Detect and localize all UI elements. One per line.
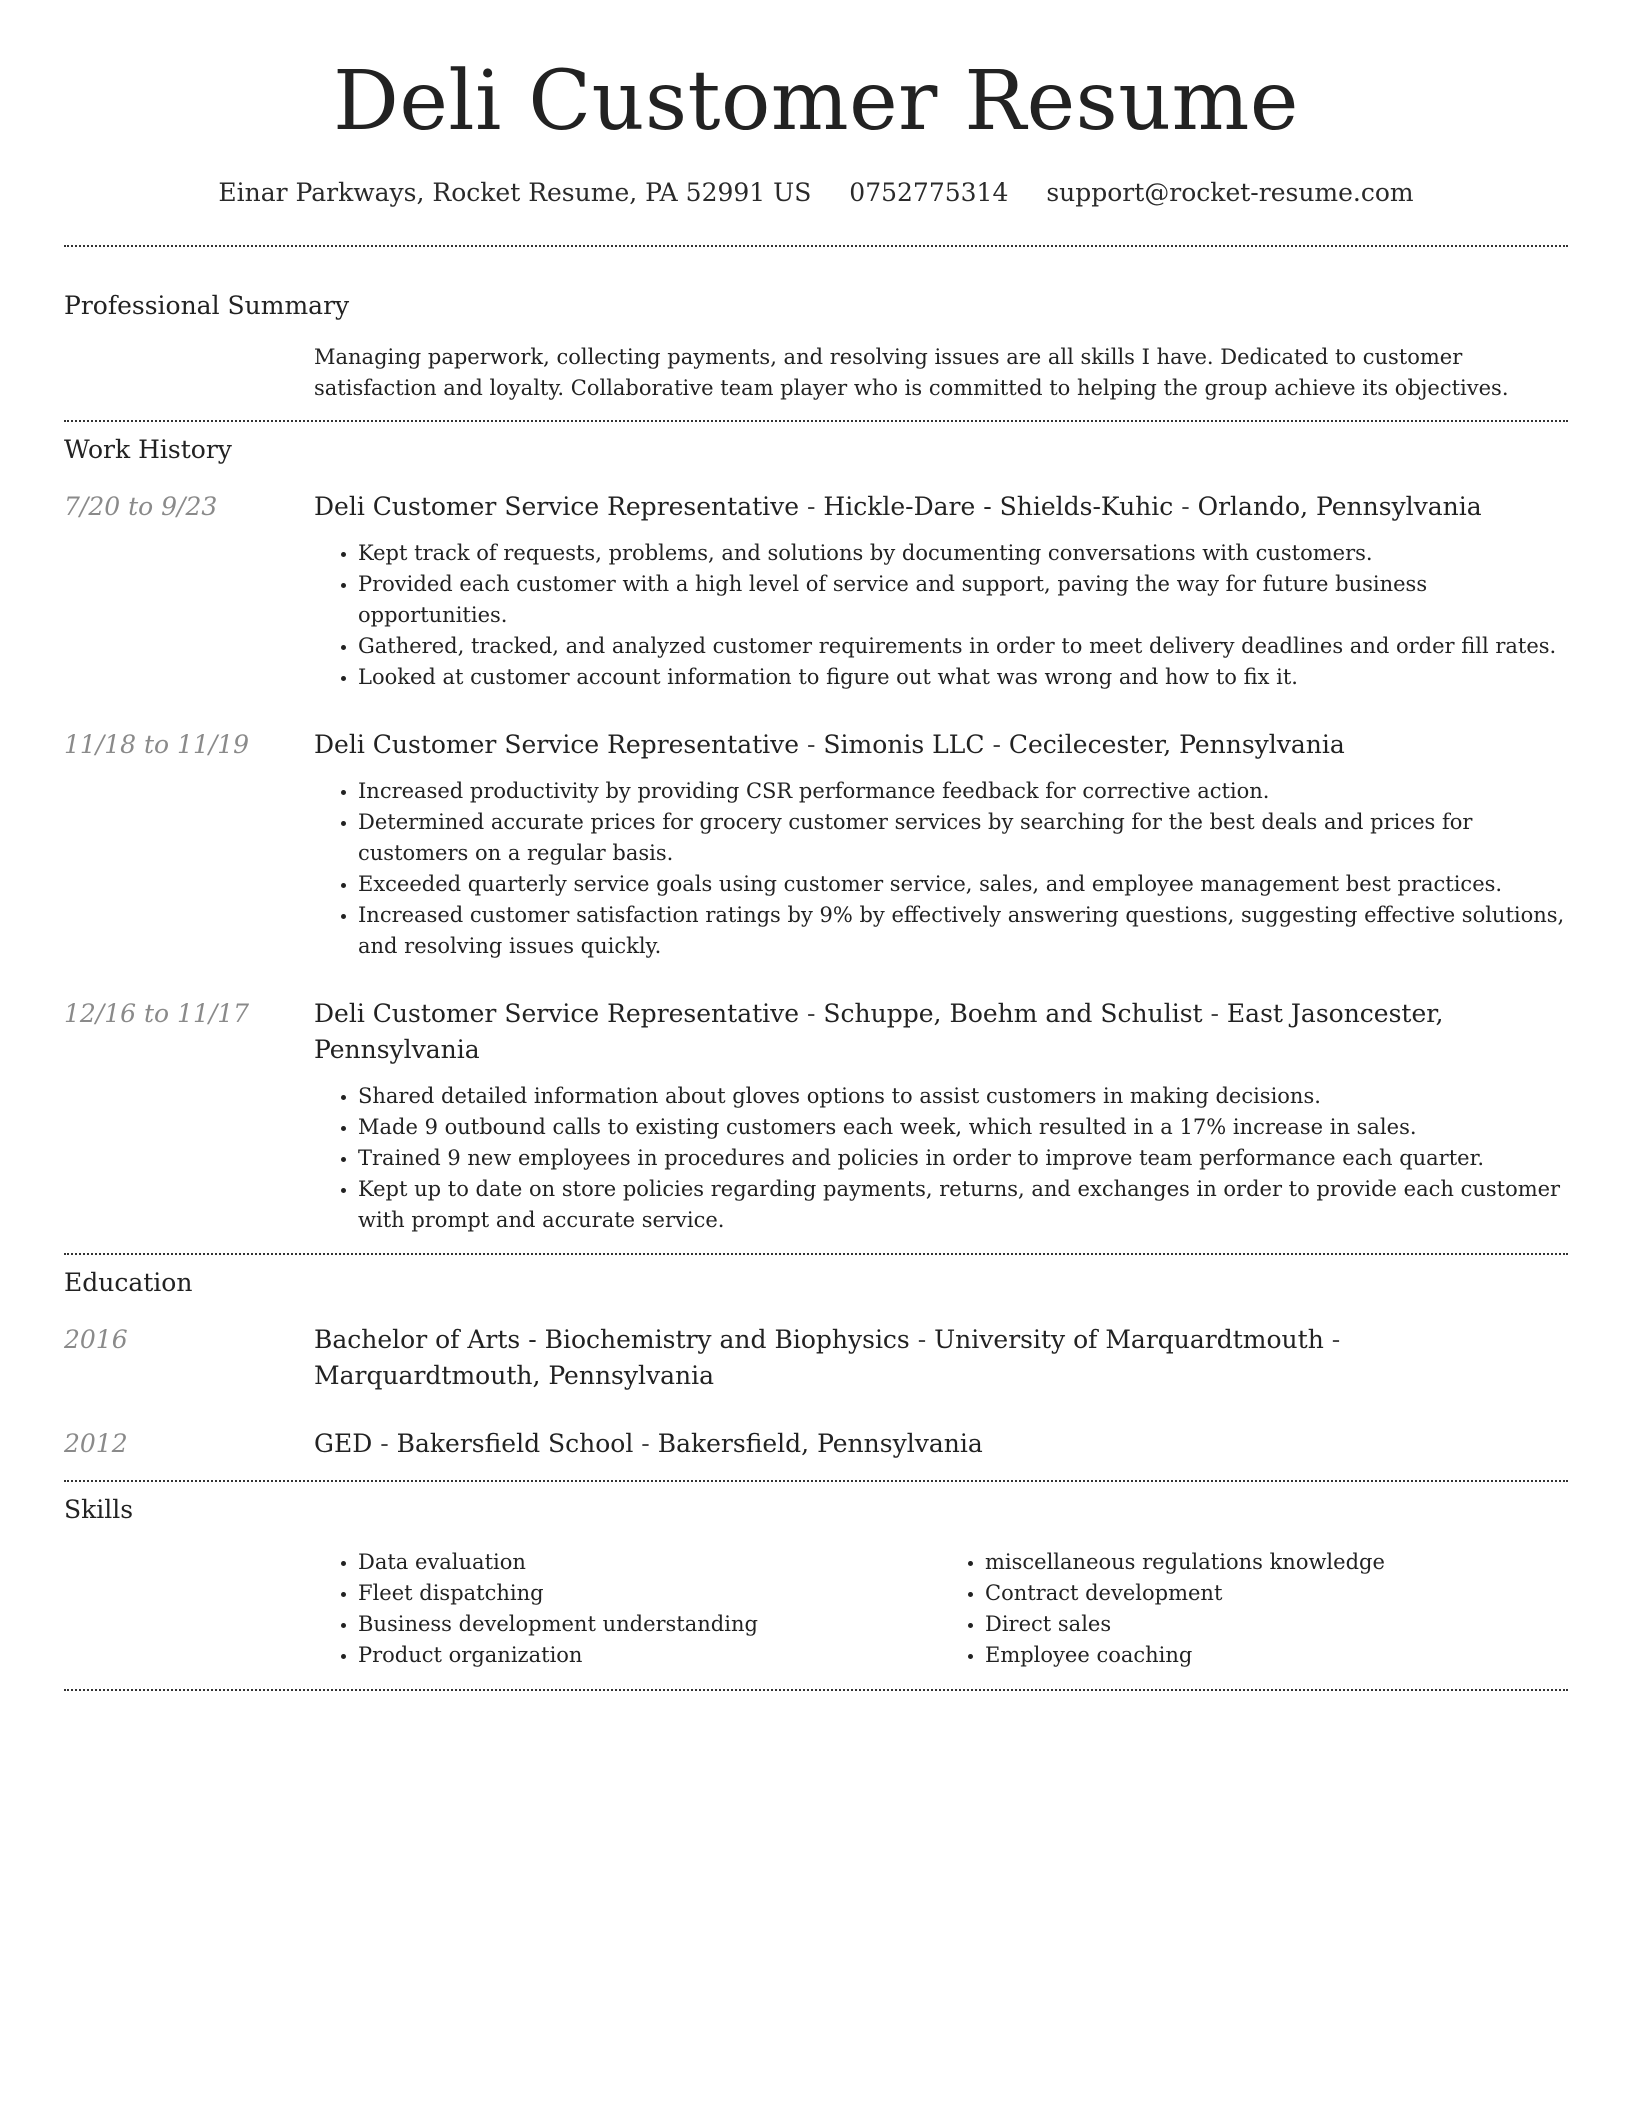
resume-page bbox=[64, 0, 1568, 1691]
skills-list-left bbox=[314, 1547, 941, 1671]
skill-item: • Contract development bbox=[985, 1578, 1568, 1609]
education-location: Bakersfield, Pennsylvania bbox=[657, 1429, 983, 1458]
job-bullet: • Increased customer satisfaction ratings by 9% by effectively answering questions, suggesting effective solutions, and resolving issues quickly. bbox=[358, 900, 1568, 962]
resume-title: Deli Customer Resume bbox=[333, 54, 1299, 149]
education-year: 2012 bbox=[64, 1429, 128, 1458]
job-bullets bbox=[314, 1081, 1568, 1236]
skills-list-right bbox=[941, 1547, 1568, 1671]
job-entry bbox=[64, 489, 1568, 693]
skill-item: • Data evaluation bbox=[358, 1547, 941, 1578]
education-location: Marquardtmouth, Pennsylvania bbox=[314, 1361, 715, 1390]
job-title: Deli Customer Service Representative bbox=[314, 730, 800, 759]
divider bbox=[64, 1689, 1568, 1691]
skill-item: • Business development understanding bbox=[358, 1609, 941, 1640]
job-bullet: • Trained 9 new employees in procedures and policies in order to improve team performance each quarter. bbox=[358, 1143, 1568, 1174]
education-school: Bakersfield School bbox=[396, 1429, 634, 1458]
job-bullet: • Looked at customer account information to figure out what was wrong and how to fix it. bbox=[358, 662, 1568, 693]
skill-item: • miscellaneous regulations knowledge bbox=[985, 1547, 1568, 1578]
work-history-section bbox=[64, 422, 1568, 1236]
job-heading: Deli Customer Service Representative - Schuppe, Boehm and Schulist - East Jasoncester, Pennsylvania bbox=[314, 999, 1444, 1064]
section-heading-skills: Skills bbox=[64, 1495, 134, 1524]
job-title: Deli Customer Service Representative bbox=[314, 999, 800, 1028]
job-bullets bbox=[314, 538, 1568, 693]
summary-text: Managing paperwork, collecting payments, and resolving issues are all skills I have. Dedicated to customer satisfaction and loyalty. Collaborative team player who is committed to helping the group achieve its objectives. bbox=[314, 345, 1509, 400]
education-heading: GED - Bakersfield School - Bakersfield, Pennsylvania bbox=[314, 1429, 983, 1458]
contact-email: support@rocket-resume.com bbox=[1046, 178, 1414, 207]
job-bullet: • Determined accurate prices for grocery customer services by searching for the best deals and prices for customers on a regular basis. bbox=[358, 807, 1568, 869]
education-entry bbox=[64, 1426, 1568, 1462]
education-section bbox=[64, 1255, 1568, 1462]
job-bullets bbox=[314, 776, 1568, 962]
job-bullet: • Provided each customer with a high level of service and support, paving the way for future business opportunities. bbox=[358, 569, 1568, 631]
job-heading: Deli Customer Service Representative - Hickle-Dare - Shields-Kuhic - Orlando, Pennsylvania bbox=[314, 492, 1482, 521]
job-bullet: • Exceeded quarterly service goals using customer service, sales, and employee management best practices. bbox=[358, 869, 1568, 900]
job-entry bbox=[64, 727, 1568, 962]
skill-item: • Direct sales bbox=[985, 1609, 1568, 1640]
job-bullet: • Shared detailed information about gloves options to assist customers in making decisions. bbox=[358, 1081, 1568, 1112]
job-bullet: • Increased productivity by providing CSR performance feedback for corrective action. bbox=[358, 776, 1568, 807]
education-degree: Bachelor of Arts - Biochemistry and Biophysics bbox=[314, 1325, 910, 1354]
job-dates: 7/20 to 9/23 bbox=[64, 492, 218, 521]
contact-address: Einar Parkways, Rocket Resume, PA 52991 US bbox=[218, 178, 812, 207]
job-company: Simonis LLC bbox=[823, 730, 985, 759]
skill-item: • Product organization bbox=[358, 1640, 941, 1671]
job-dates: 12/16 to 11/17 bbox=[64, 999, 250, 1028]
job-title: Deli Customer Service Representative bbox=[314, 492, 800, 521]
skill-item: • Employee coaching bbox=[985, 1640, 1568, 1671]
job-location: East Jasoncester, Pennsylvania bbox=[314, 999, 1444, 1064]
education-entry bbox=[64, 1322, 1568, 1394]
section-heading-education: Education bbox=[64, 1268, 193, 1297]
job-location: Orlando, Pennsylvania bbox=[1197, 492, 1482, 521]
job-company: Hickle-Dare - Shields-Kuhic bbox=[823, 492, 1174, 521]
summary-section bbox=[64, 247, 1568, 404]
job-heading: Deli Customer Service Representative - Simonis LLC - Cecilecester, Pennsylvania bbox=[314, 730, 1345, 759]
contact-line bbox=[64, 176, 1568, 210]
job-dates: 11/18 to 11/19 bbox=[64, 730, 250, 759]
education-heading: Bachelor of Arts - Biochemistry and Biophysics - University of Marquardtmouth - Marquardtmouth, Pennsylvania bbox=[314, 1325, 1341, 1390]
job-bullet: • Kept up to date on store policies regarding payments, returns, and exchanges in order to provide each customer with prompt and accurate service. bbox=[358, 1174, 1568, 1236]
section-heading-summary: Professional Summary bbox=[64, 291, 350, 320]
job-company: Schuppe, Boehm and Schulist bbox=[823, 999, 1203, 1028]
job-bullet: • Gathered, tracked, and analyzed customer requirements in order to meet delivery deadlines and order fill rates. bbox=[358, 631, 1568, 662]
section-heading-work-history: Work History bbox=[64, 435, 232, 464]
education-school: University of Marquardtmouth bbox=[934, 1325, 1324, 1354]
job-bullet: • Kept track of requests, problems, and solutions by documenting conversations with customers. bbox=[358, 538, 1568, 569]
skills-section bbox=[64, 1482, 1568, 1671]
education-year: 2016 bbox=[64, 1325, 128, 1354]
job-location: Cecilecester, Pennsylvania bbox=[1008, 730, 1345, 759]
education-degree: GED bbox=[314, 1429, 373, 1458]
job-bullet: • Made 9 outbound calls to existing customers each week, which resulted in a 17% increase in sales. bbox=[358, 1112, 1568, 1143]
job-entry bbox=[64, 996, 1568, 1236]
skill-item: • Fleet dispatching bbox=[358, 1578, 941, 1609]
contact-phone: 0752775314 bbox=[849, 178, 1009, 207]
